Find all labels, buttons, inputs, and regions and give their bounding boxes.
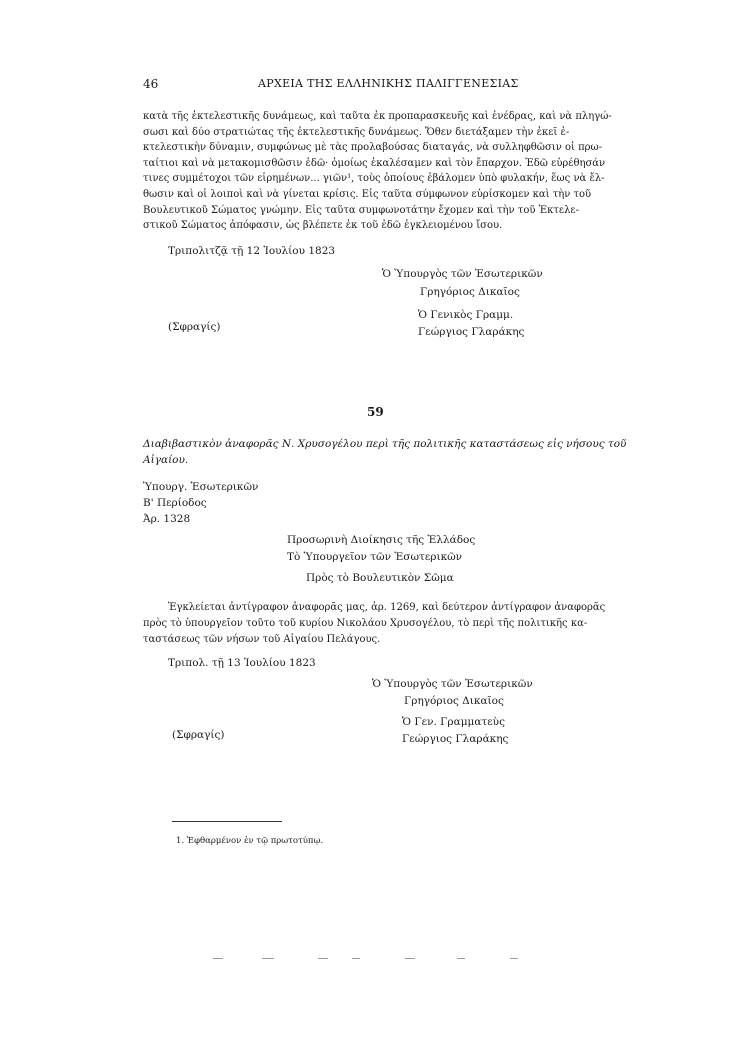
document-number: 59 xyxy=(367,405,384,419)
doc58-place-date: Τριπολιτζᾷ τῇ 12 Ἰουλίου 1823 xyxy=(168,245,336,257)
text-line: σωσι καὶ δύο στρατιώτας τῆς ἐκτελεστικῆς δυνάμεως. Ὅθεν διετάξαμεν τὴν ἐκεῖ ἐ- xyxy=(143,126,570,138)
doc59-signer2-name: Γεώργιος Γλαράκης xyxy=(402,733,509,745)
doc58-signer1-title: Ὁ Ὑπουργὸς τῶν Ἐσωτερικῶν xyxy=(382,268,543,280)
doc59-signer2-title: Ὁ Γεν. Γραμματεὺς xyxy=(402,716,505,728)
doc58-signer2-title: Ὁ Γενικὸς Γραμμ. xyxy=(418,309,514,321)
text-line: κτελεστικὴν δύναμιν, συμφώνως μὲ τὰς προλαβούσας διαταγάς, νὰ συλληφθῶσιν οἱ πρω- xyxy=(143,142,603,154)
text-line: τινες συμμέτοχοι τῶν εἰρημένων... γιῶν¹, τοὺς ὁποίους ἐβάλομεν ὑπὸ φυλακήν, ἕως νὰ ἔλ- xyxy=(143,173,605,185)
doc58-seal: (Σφραγίς) xyxy=(168,321,221,333)
page-number: 46 xyxy=(143,77,159,91)
doc58-signer2-name: Γεώργιος Γλαράκης xyxy=(418,326,525,338)
scan-artifact xyxy=(405,958,415,959)
doc59-ref-ministry: Ὑπουργ. Ἐσωτερικῶν xyxy=(143,481,259,493)
text-line: κατὰ τῆς ἐκτελεστικῆς δυνάμεως, καὶ ταῦτα ἐκ προπαρασκευῆς καὶ ἐνέδρας, καὶ νὰ πληγώ- xyxy=(143,111,612,122)
doc59-heading-ministry: Τὸ Ὑπουργεῖον τῶν Ἐσωτερικῶν xyxy=(287,551,463,563)
doc59-signer1-title: Ὁ Ὑπουργὸς τῶν Ἐσωτερικῶν xyxy=(372,678,533,690)
footnote: 1. Ἐφθαρμένον ἐν τῷ πρωτοτύπῳ. xyxy=(176,836,324,846)
doc59-ref-period: Β' Περίοδος xyxy=(143,497,207,509)
scan-artifact xyxy=(352,958,360,959)
doc59-title xyxy=(143,436,626,468)
footnote-rule xyxy=(172,821,282,822)
scan-artifact xyxy=(213,958,223,959)
doc59-heading-government: Προσωρινὴ Διοίκησις τῆς Ἑλλάδος xyxy=(287,534,476,546)
doc59-body-rest xyxy=(143,616,587,647)
doc59-ref-number: Ἀρ. 1328 xyxy=(143,513,191,525)
text-line: Βουλευτικοῦ Σώματος γνώμην. Εἰς ταῦτα συμφωνοτάτην ἔχομεν καὶ τὴν τοῦ Ἐκτελε- xyxy=(143,204,579,216)
doc59-body-line1: Ἐγκλείεται ἀντίγραφον ἀναφορᾶς μας, ἀρ. 1269, καὶ δεύτερον ἀντίγραφον ἀναφορᾶς xyxy=(168,602,606,613)
doc59-signer1-name: Γρηγόριος Δικαῖος xyxy=(404,695,504,707)
scan-artifact xyxy=(262,958,274,959)
doc59-title-line1: Διαβιβαστικὸν ἀναφορᾶς Ν. Χρυσογέλου περὶ τῆς πολιτικῆς καταστάσεως εἰς νήσους τοῦ xyxy=(143,438,627,450)
text-line: ταστάσεως τῶν νήσων τοῦ Αἰγαίου Πελάγους. xyxy=(143,633,381,645)
text-line: στικοῦ Σώματος ἀπόφασιν, ὡς βλέπετε ἐκ τοῦ ἐδῶ ἐγκλειομένου ἴσου. xyxy=(143,220,503,232)
doc58-body xyxy=(143,109,612,234)
text-line: ταίτιοι καὶ νὰ μετακομισθῶσιν ἐδῶ· ὁμοίως ἐκαλέσαμεν καὶ τὸν ἔπαρχον. Ἐδῶ εὑρέθησάν xyxy=(143,157,606,169)
scan-artifact xyxy=(457,958,465,959)
doc59-heading-addressee: Πρὸς τὸ Βουλευτικὸν Σῶμα xyxy=(306,572,454,584)
text-line: θωσιν καὶ οἱ λοιποὶ καὶ νὰ γίνεται κρίσις. Εἰς ταῦτα σύμφωνον εὑρίσκομεν καὶ τὴν τοῦ xyxy=(143,188,592,200)
text-line: πρὸς τὸ ὑπουργεῖον τοῦτο τοῦ κυρίου Νικολάου Χρυσογέλου, τὸ περὶ τῆς πολιτικῆς κα- xyxy=(143,618,588,629)
doc59-seal: (Σφραγίς) xyxy=(172,729,225,741)
scan-artifact xyxy=(510,958,518,959)
doc59-title-line2: Αἰγαίου. xyxy=(143,454,189,466)
doc58-signer1-name: Γρηγόριος Δικαῖος xyxy=(420,286,520,298)
running-title: ΑΡΧΕΙΑ ΤΗΣ ΕΛΛΗΝΙΚΗΣ ΠΑΛΙΓΓΕΝΕΣΙΑΣ xyxy=(258,77,519,90)
scan-artifact xyxy=(318,958,328,959)
doc59-place-date: Τριπολ. τῇ 13 Ἰουλίου 1823 xyxy=(168,657,316,669)
